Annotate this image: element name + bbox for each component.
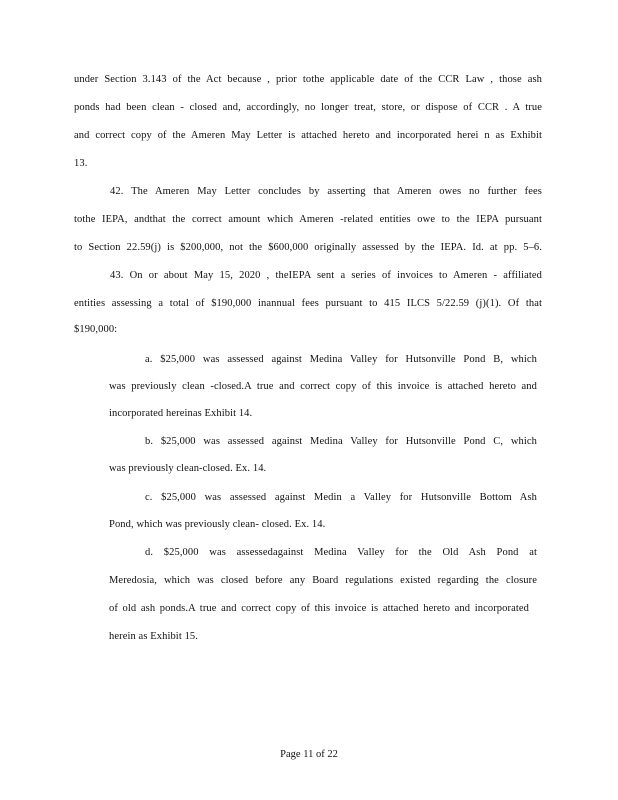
paragraph-line: and correct copy of the Ameren May Letter is attached hereto and incorporated herei n as Exhibit bbox=[74, 130, 542, 141]
list-item-d-line: Meredosia, which was closed before any Board regulations existed regarding the closure bbox=[109, 575, 537, 586]
list-item-d-line: herein as Exhibit 15. bbox=[109, 631, 198, 642]
paragraph-line: under Section 3.143 of the Act because , prior tothe applicable date of the CCR Law , those ash bbox=[74, 74, 542, 85]
list-item-b-line: was previously clean-closed. Ex. 14. bbox=[109, 463, 267, 474]
list-item-c-line: c. $25,000 was assessed against Medin a Valley for Hutsonville Bottom Ash bbox=[145, 492, 537, 503]
list-item-d-line: of old ash ponds.A true and correct copy of this invoice is attached hereto and incorporated bbox=[109, 603, 529, 614]
list-item-a-line: was previously clean -closed.A true and correct copy of this invoice is attached hereto and bbox=[109, 381, 537, 392]
paragraph-42-line: 42. The Ameren May Letter concludes by asserting that Ameren owes no further fees bbox=[110, 186, 542, 197]
paragraph-43-line: 43. On or about May 15, 2020 , theIEPA sent a series of invoices to Ameren - affiliated bbox=[110, 270, 542, 281]
list-item-a-line: a. $25,000 was assessed against Medina Valley for Hutsonville Pond B, which bbox=[145, 354, 537, 365]
list-item-b-line: b. $25,000 was assessed against Medina Valley for Hutsonville Pond C, which bbox=[145, 436, 537, 447]
list-item-a-line: incorporated hereinas Exhibit 14. bbox=[109, 408, 253, 419]
page-number-footer: Page 11 of 22 bbox=[280, 749, 338, 760]
paragraph-43-line: $190,000: bbox=[74, 324, 118, 335]
paragraph-line: 13. bbox=[74, 158, 88, 169]
list-item-c-line: Pond, which was previously clean- closed. Ex. 14. bbox=[109, 519, 326, 530]
paragraph-42-line: to Section 22.59(j) is $200,000, not the $600,000 originally assessed by the IEPA. Id. at pp. 5–6. bbox=[74, 242, 542, 253]
list-item-d-line: d. $25,000 was assessedagainst Medina Valley for the Old Ash Pond at bbox=[145, 547, 537, 558]
paragraph-43-line: entities assessing a total of $190,000 inannual fees pursuant to 415 ILCS 5/22.59 (j)(1). Of that bbox=[74, 298, 542, 309]
paragraph-42-line: tothe IEPA, andthat the correct amount which Ameren -related entities owe to the IEPA pursuant bbox=[74, 214, 542, 225]
paragraph-line: ponds had been clean - closed and, accordingly, no longer treat, store, or dispose of CCR . A true bbox=[74, 102, 542, 113]
